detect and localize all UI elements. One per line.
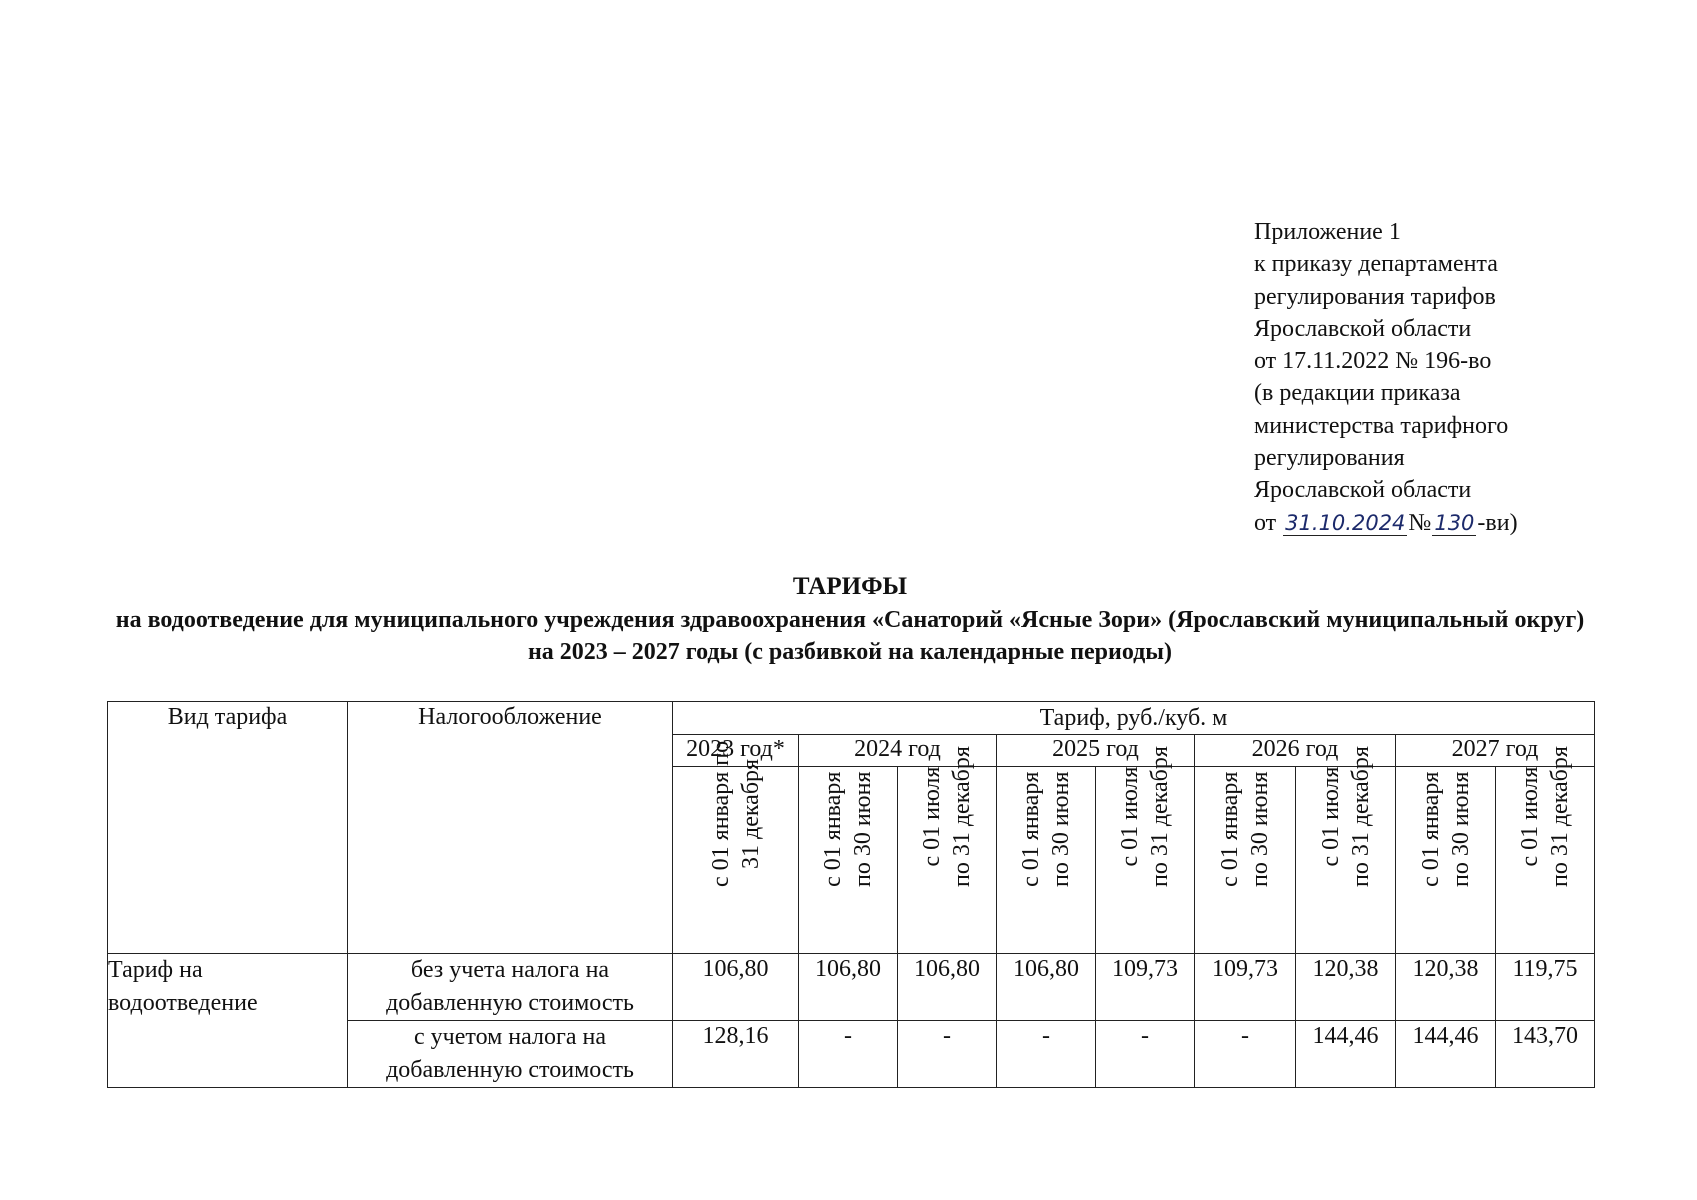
cell-value: 109,73 [1096,954,1195,1021]
title-subtitle: на водоотведение для муниципального учреждения здравоохранения «Санаторий «Ясные Зори» (Ярославский муниципальный округ) на 2023 – 2027 годы (с разбивкой на календарные периоды) [115,607,1585,665]
appendix-line: Ярославской области [1254,477,1472,504]
appendix-line: Приложение 1 [1254,219,1401,245]
handwritten-number: 130 [1434,510,1475,535]
cell-value: 106,80 [997,954,1096,1021]
document-title [110,571,1590,668]
appendix-line: от 17.11.2022 № 196-во [1254,348,1492,375]
header-period: с 01 июля по 31 декабря [898,767,997,954]
cell-tariff-type: Тариф на водоотведение [108,954,348,1088]
header-period: с 01 января по 30 июня [799,767,898,954]
cell-value: - [799,1021,898,1088]
header-year: 2025 год [997,735,1195,767]
number-sign: № [1408,509,1432,536]
cell-value: 109,73 [1195,954,1296,1021]
appendix-block [1254,216,1518,539]
cell-taxation: с учетом налога на добавленную стоимость [348,1021,673,1088]
cell-value: - [1195,1021,1296,1088]
cell-value: 144,46 [1296,1021,1396,1088]
header-period: с 01 января по 30 июня [1396,767,1496,954]
handwritten-date: 31.10.2024 [1285,510,1406,535]
header-period: с 01 января по 30 июня [997,767,1096,954]
cell-value: 144,46 [1396,1021,1496,1088]
header-period: с 01 января по 31 декабря [673,767,799,954]
header-year: 2024 год [799,735,997,767]
appendix-line: (в редакции приказа [1254,380,1461,407]
appendix-line: к приказу департамента [1254,251,1498,278]
cell-value: 106,80 [673,954,799,1021]
appendix-suffix: -ви) [1477,509,1518,536]
cell-value: 120,38 [1296,954,1396,1021]
header-period: с 01 июля по 31 декабря [1496,767,1595,954]
appendix-line: регулирования тарифов [1254,283,1496,310]
appendix-last-line [1254,507,1518,539]
appendix-line: регулирования [1254,445,1405,472]
header-tariff-type: Вид тарифа [108,702,348,954]
appendix-line: Ярославской области [1254,315,1472,342]
header-period: с 01 января по 30 июня [1195,767,1296,954]
header-taxation: Налогообложение [348,702,673,954]
cell-value: 106,80 [799,954,898,1021]
header-year: 2026 год [1195,735,1396,767]
header-tariff-unit: Тариф, руб./куб. м [673,702,1595,735]
tariff-table [107,701,1595,1088]
cell-value: 143,70 [1496,1021,1595,1088]
header-period: с 01 июля по 31 декабря [1096,767,1195,954]
cell-value: - [997,1021,1096,1088]
cell-value: - [1096,1021,1195,1088]
header-year: 2023 год* [673,735,799,767]
cell-value: 120,38 [1396,954,1496,1021]
cell-taxation: без учета налога на добавленную стоимость [348,954,673,1021]
cell-value: 106,80 [898,954,997,1021]
cell-value: 119,75 [1496,954,1595,1021]
header-year: 2027 год [1396,735,1595,767]
header-period: с 01 июля по 31 декабря [1296,767,1396,954]
title-heading: ТАРИФЫ [792,573,908,600]
cell-value: - [898,1021,997,1088]
appendix-line: министерства тарифного [1254,412,1509,439]
appendix-prefix: от [1254,509,1277,536]
cell-value: 128,16 [673,1021,799,1088]
